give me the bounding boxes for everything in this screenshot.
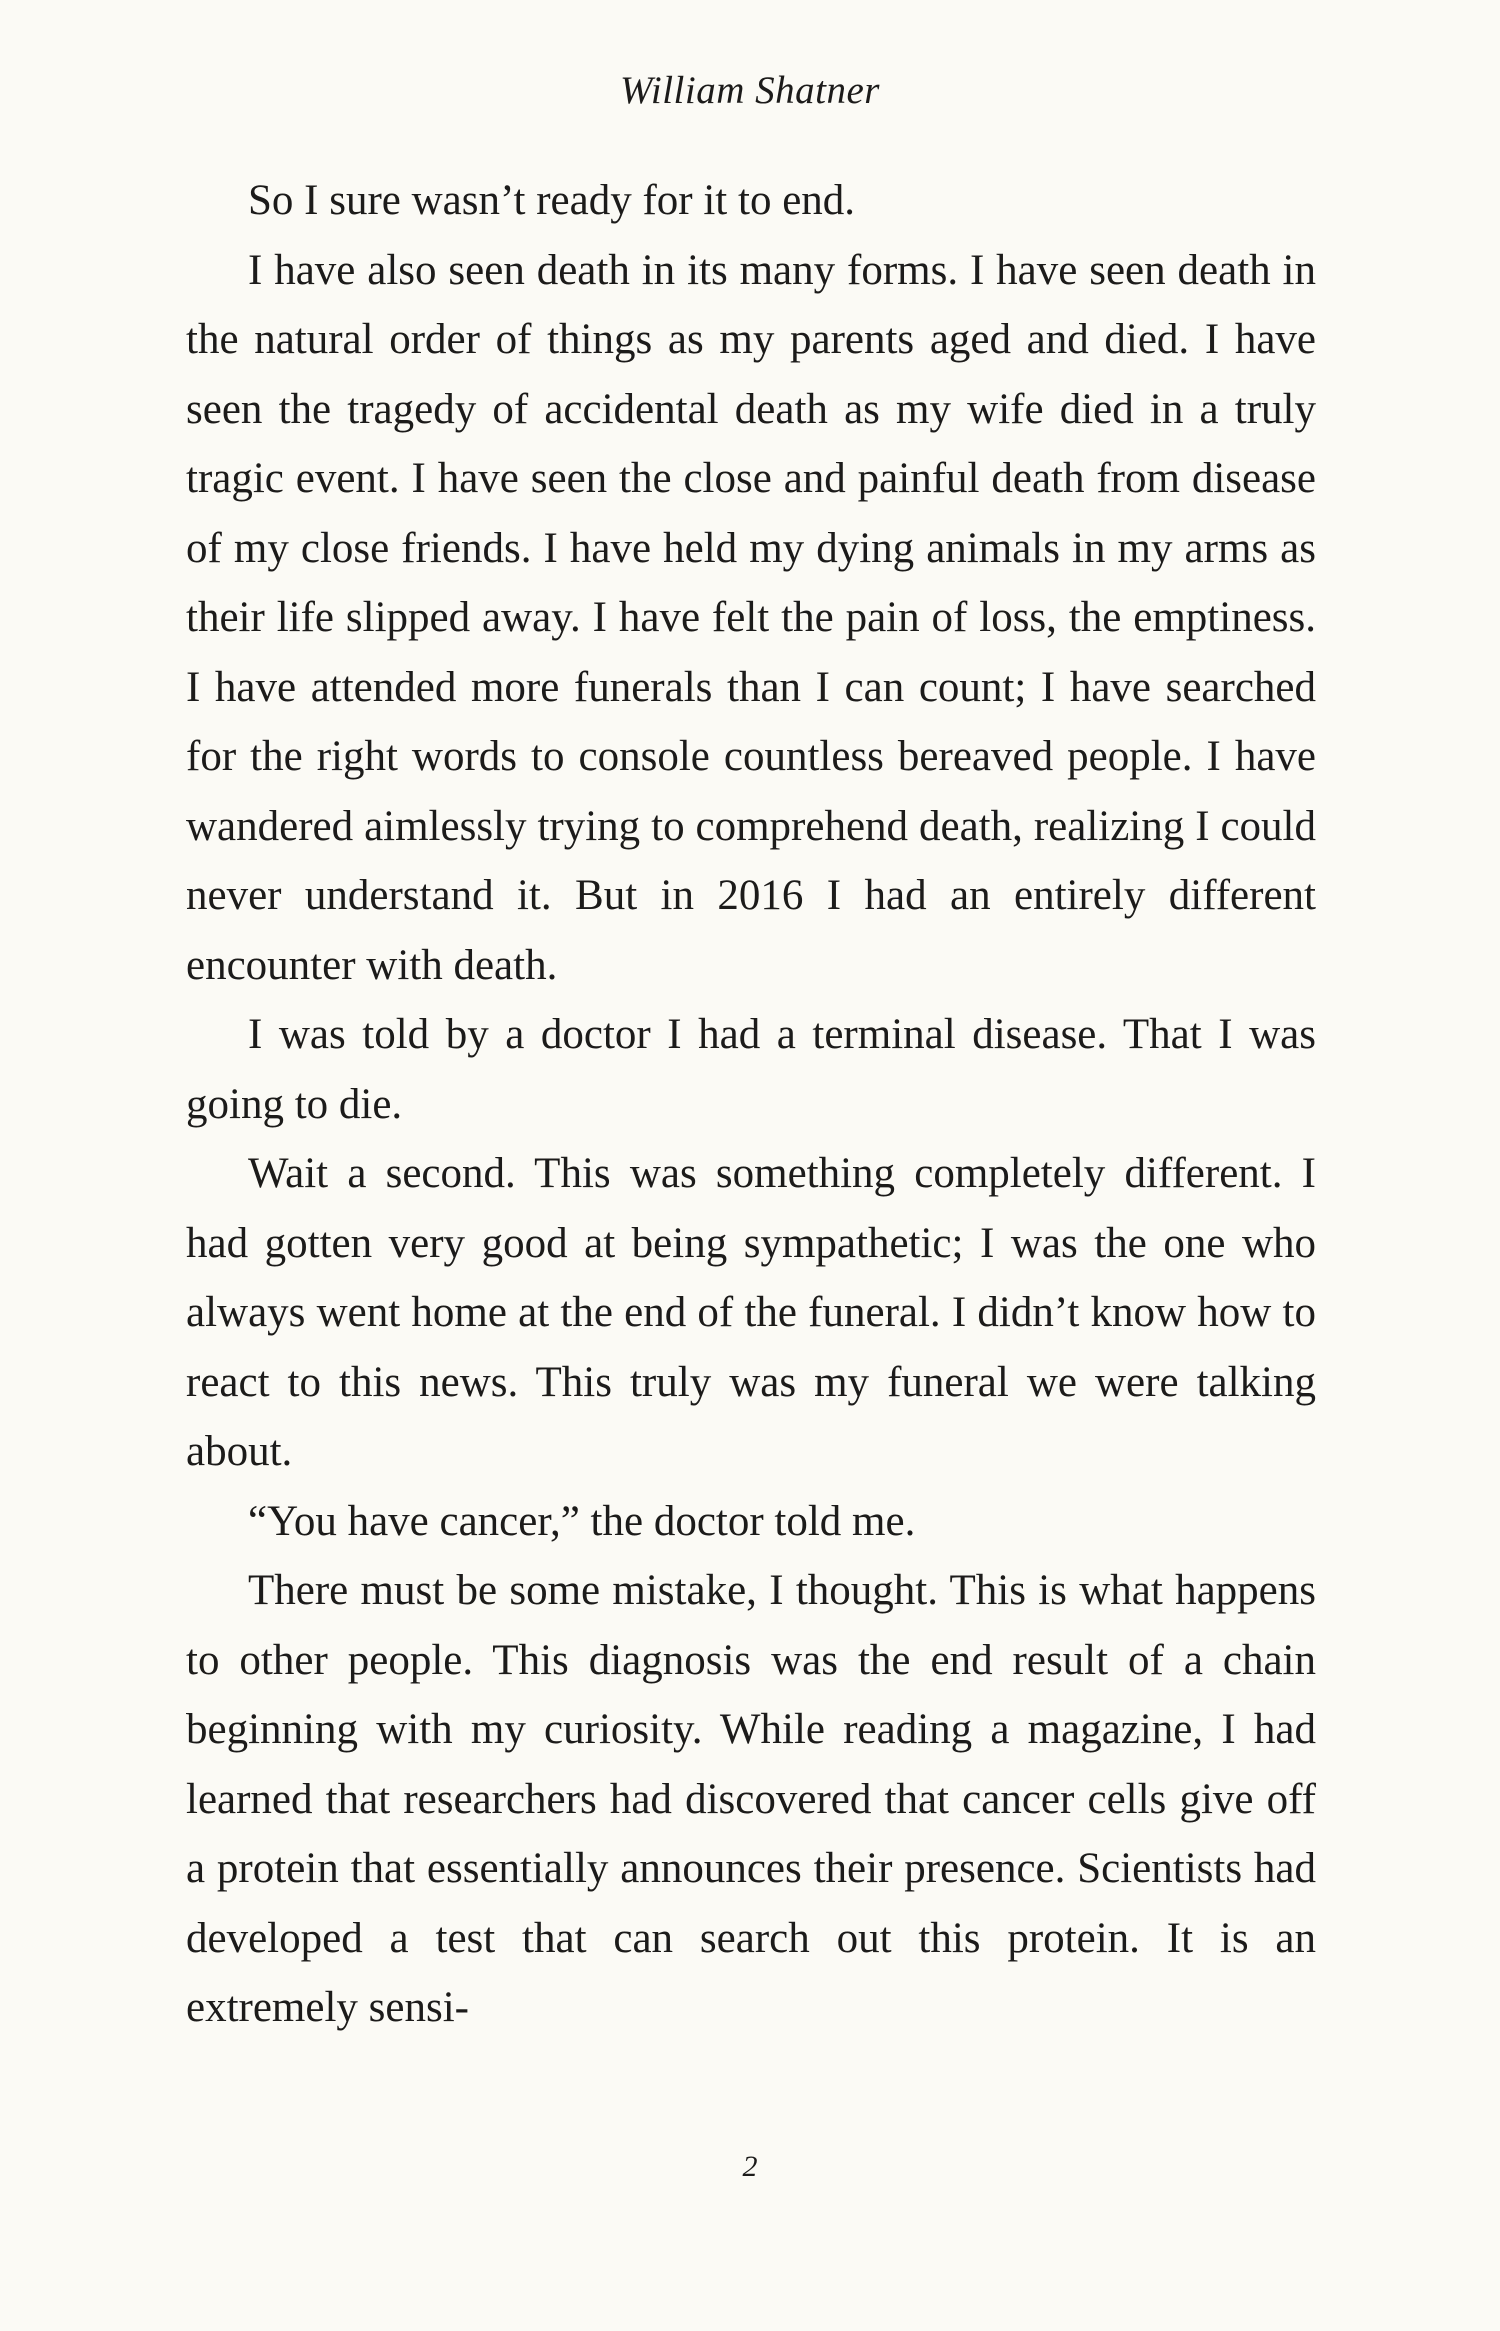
paragraph: “You have cancer,” the doctor told me. [248, 1497, 916, 1545]
running-head: William Shatner [620, 69, 880, 112]
paragraph: Wait a second. This was something completely different. I had gotten very good at being sympathetic; I was the one who always went home at the end of the funeral. I didn’t know how to react to this news. This truly was my funeral we were talking about. [186, 1150, 1316, 1475]
paragraph: There must be some mistake, I thought. This is what happens to other people. This diagnosis was the end result of a chain beginning with my curiosity. While reading a magazine, I had learned that researchers had discovered that cancer cells give off a protein that essentially announces their presence. Scientists had developed a test that can search out this protein. It is an extremely sensi- [186, 1567, 1316, 2031]
paragraph: I was told by a doctor I had a terminal disease. That I was going to die. [186, 1011, 1316, 1128]
paragraph: So I sure wasn’t ready for it to end. [248, 177, 856, 224]
body-text [186, 166, 1316, 2043]
paragraph: I have also seen death in its many forms. I have seen death in the natural order of things as my parents aged and died. I have seen the tragedy of accidental death as my wife died in a truly tragic event. I have seen the close and painful death from disease of my close friends. I have held my dying animals in my arms as their life slipped away. I have felt the pain of loss, the emptiness. I have attended more funerals than I can count; I have searched for the right words to console countless bereaved people. I have wandered aimlessly trying to comprehend death, realizing I could never understand it. But in 2016 I had an entirely different encounter with death. [186, 246, 1316, 989]
page-number: 2 [742, 2150, 758, 2183]
